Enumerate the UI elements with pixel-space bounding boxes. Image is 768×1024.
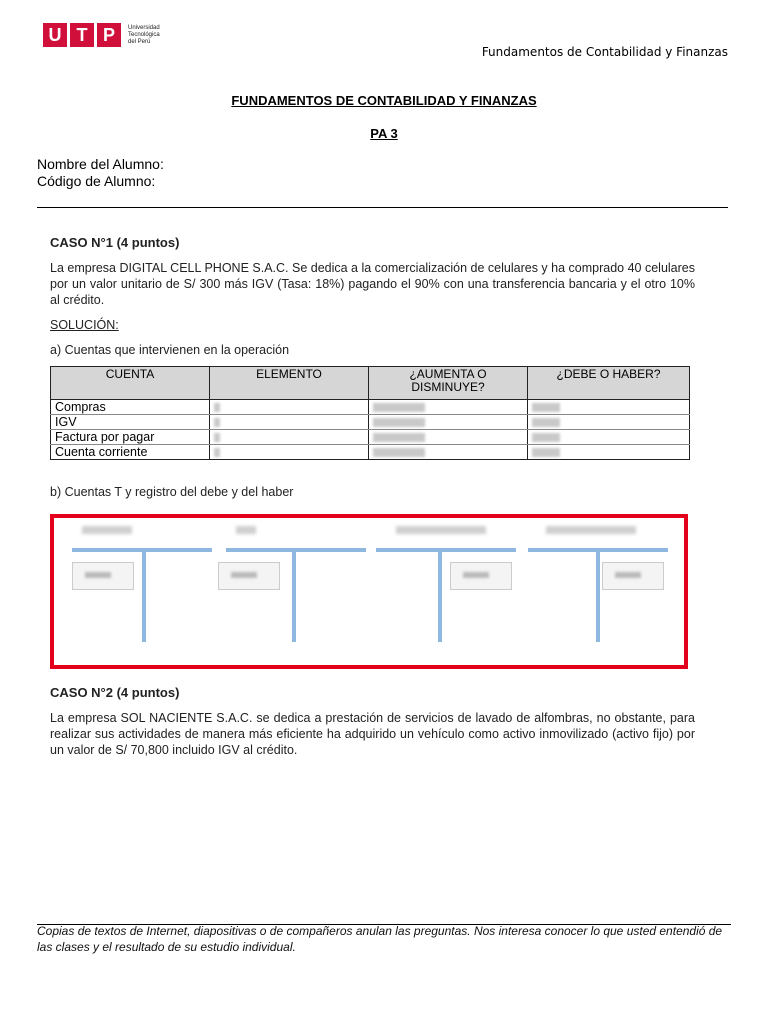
t-account-stem [142, 548, 146, 642]
col-cuenta: CUENTA [51, 367, 210, 400]
col-debe-haber: ¿DEBE O HABER? [528, 367, 690, 400]
doc-subtitle: PA 3 [370, 126, 398, 141]
col-aumenta: ¿AUMENTA O DISMINUYE? [369, 367, 528, 400]
cell-blurred [210, 400, 369, 415]
logo-letter-p: P [97, 23, 121, 47]
logo-line: Tecnológica [128, 31, 160, 38]
caso1-heading: CASO N°1 (4 puntos) [50, 235, 180, 250]
t-account-title-blurred [396, 526, 486, 534]
solution-label: SOLUCIÓN: [50, 318, 119, 332]
student-code-label: Código de Alumno: [37, 173, 156, 189]
t-account [72, 518, 212, 658]
table-row [51, 430, 690, 445]
logo-letter-t: T [70, 23, 94, 47]
cell-cuenta: Cuenta corriente [51, 445, 210, 460]
t-account-value-blurred [218, 562, 280, 590]
question-b: b) Cuentas T y registro del debe y del haber [50, 485, 294, 499]
accounts-table [50, 366, 690, 460]
cell-blurred [210, 415, 369, 430]
t-account [376, 518, 516, 658]
table-row [51, 445, 690, 460]
cell-blurred [528, 400, 690, 415]
table-row [51, 400, 690, 415]
cell-blurred [369, 445, 528, 460]
cell-cuenta: Factura por pagar [51, 430, 210, 445]
cell-blurred [210, 445, 369, 460]
divider [37, 207, 728, 208]
t-account-stem [596, 548, 600, 642]
t-account-bar [226, 548, 366, 552]
t-account-bar [376, 548, 516, 552]
cell-blurred [369, 415, 528, 430]
t-account-title-blurred [236, 526, 256, 534]
caso2-text: La empresa SOL NACIENTE S.A.C. se dedica a prestación de servicios de lavado de alfombras, no obstante, para realizar sus actividades de manera más eficiente ha adquirido un vehículo como activo inmovilizado (activo fijo) por un valor de S/ 70,800 incluido IGV al crédito. [50, 711, 695, 757]
t-account-title-blurred [82, 526, 132, 534]
cell-cuenta: IGV [51, 415, 210, 430]
t-account [528, 518, 668, 658]
cell-blurred [528, 445, 690, 460]
t-account-value-blurred [602, 562, 664, 590]
logo-line: Universidad [128, 24, 160, 31]
t-account-title-blurred [546, 526, 636, 534]
t-account-stem [292, 548, 296, 642]
student-name-label: Nombre del Alumno: [37, 156, 164, 172]
header-course-name: Fundamentos de Contabilidad y Finanzas [481, 45, 728, 59]
cell-blurred [210, 430, 369, 445]
cell-cuenta: Compras [51, 400, 210, 415]
doc-title: FUNDAMENTOS DE CONTABILIDAD Y FINANZAS [231, 93, 537, 108]
footer-note: Copias de textos de Internet, diapositivas o de compañeros anulan las preguntas. Nos interesa conocer lo que usted entendió de las clases y el resultado de su estudio individual. [37, 924, 723, 954]
cell-blurred [528, 415, 690, 430]
col-elemento: ELEMENTO [210, 367, 369, 400]
t-account-stem [438, 548, 442, 642]
table-row [51, 415, 690, 430]
cell-blurred [528, 430, 690, 445]
question-a: a) Cuentas que intervienen en la operación [50, 343, 290, 357]
caso2-heading: CASO N°2 (4 puntos) [50, 685, 180, 700]
cell-blurred [369, 430, 528, 445]
t-account-value-blurred [72, 562, 134, 590]
cell-blurred [369, 400, 528, 415]
utp-logo [43, 23, 160, 47]
logo-text [128, 25, 160, 46]
logo-letter-u: U [43, 23, 67, 47]
caso1-text: La empresa DIGITAL CELL PHONE S.A.C. Se dedica a la comercialización de celulares y ha comprado 40 celulares por un valor unitario de S/ 300 más IGV (Tasa: 18%) pagando el 90% con una transferencia bancaria y el otro 10% al crédito. [50, 261, 695, 307]
t-accounts-box [50, 514, 688, 669]
logo-line: del Perú [128, 38, 151, 45]
table-header-row [51, 367, 690, 400]
t-account [226, 518, 366, 658]
t-account-value-blurred [450, 562, 512, 590]
